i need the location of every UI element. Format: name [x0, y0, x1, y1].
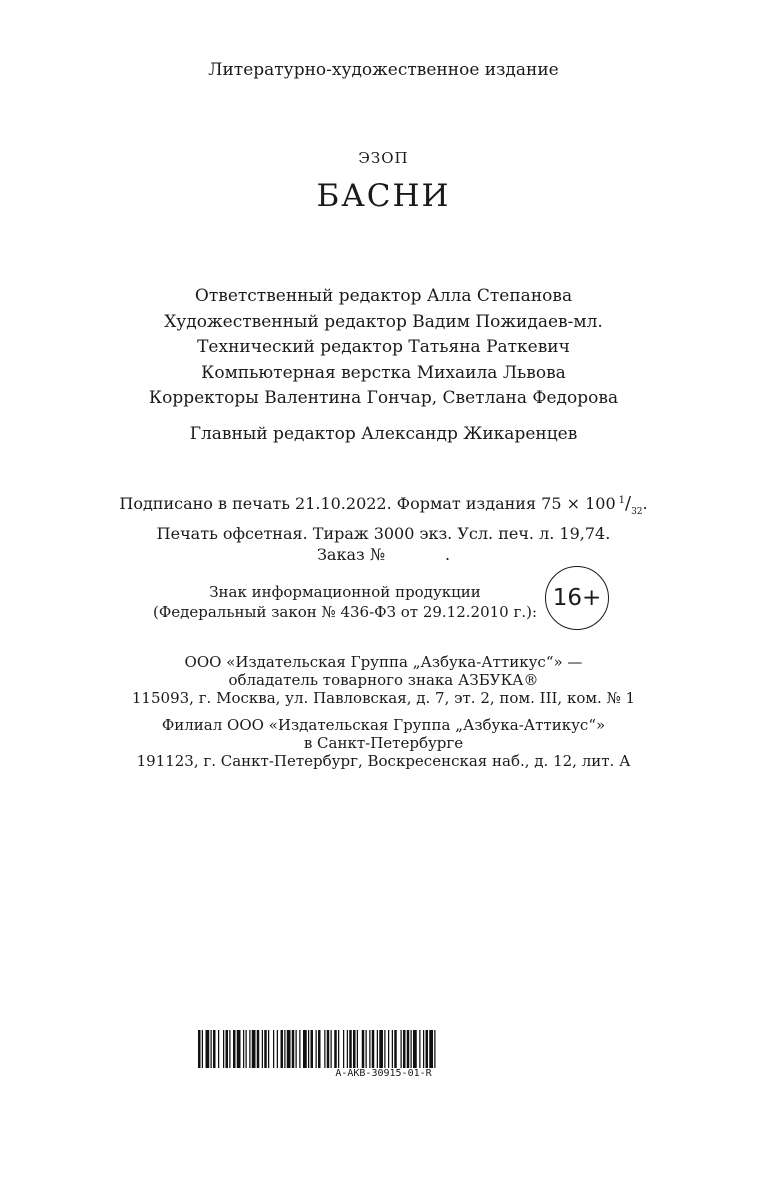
publisher-line: ООО «Издательская Группа „Азбука-Аттикус“» — [184, 653, 583, 671]
barcode-bar [347, 1030, 348, 1068]
barcode-bar [372, 1030, 375, 1068]
barcode-bar [281, 1030, 284, 1068]
barcode-bar [384, 1030, 385, 1068]
publisher-line: обладатель товарного знака АЗБУКА® [228, 671, 539, 689]
barcode-bar [357, 1030, 358, 1068]
format-denominator: 32 [631, 507, 643, 517]
barcode-bar [419, 1030, 420, 1068]
barcode-bar [287, 1030, 291, 1068]
barcode-bar [292, 1030, 295, 1068]
barcode-bar [277, 1030, 278, 1068]
barcode-bar [252, 1030, 256, 1068]
barcode-bar [243, 1030, 244, 1068]
barcode-bar [394, 1030, 397, 1068]
publisher-block [0, 653, 767, 707]
barcode-bar [202, 1030, 203, 1068]
barcode-bar [246, 1030, 247, 1068]
barcode-bar [316, 1030, 317, 1068]
barcode-bar [434, 1030, 435, 1068]
barcode-bar [407, 1030, 410, 1068]
barcode-bar [229, 1030, 230, 1068]
barcode-bar [308, 1030, 309, 1068]
barcode-bar [257, 1030, 260, 1068]
barcode-bar [353, 1030, 356, 1068]
age-rating-label [150, 582, 540, 622]
barcode-bar [218, 1030, 219, 1068]
barcode-bar [206, 1030, 210, 1068]
branch-line: 191123, г. Санкт-Петербург, Воскресенская наб., д. 12, лит. А [136, 752, 631, 770]
order-label: Заказ № [316, 545, 385, 564]
branch-block [0, 716, 767, 770]
barcode-bar [349, 1030, 352, 1068]
barcode-bar [411, 1030, 412, 1068]
format-numerator: 1 [618, 495, 625, 506]
barcode-bar [303, 1030, 307, 1068]
barcode-bar [223, 1030, 224, 1068]
barcode-bar [198, 1030, 201, 1068]
print-info [0, 490, 767, 565]
barcode-bar [226, 1030, 229, 1068]
barcode-bar [213, 1030, 216, 1068]
credits-block [0, 284, 767, 412]
barcode-bar [429, 1030, 433, 1068]
barcode-bar [331, 1030, 332, 1068]
barcode-bar [369, 1030, 370, 1068]
credit-line: Компьютерная верстка Михаила Львова [201, 362, 566, 383]
barcode-bar [366, 1030, 367, 1068]
barcode-bar [237, 1030, 241, 1068]
branch-line: Филиал ООО «Издательская Группа „Азбука-Аттикус“» [161, 716, 606, 734]
barcode-bar [426, 1030, 429, 1068]
barcode [198, 1030, 570, 1068]
book-title: БАСНИ [316, 178, 451, 214]
barcode-bar [211, 1030, 212, 1068]
barcode-bar [392, 1030, 393, 1068]
credit-line: Ответственный редактор Алла Степанова [194, 286, 573, 306]
credit-line: Технический редактор Татьяна Раткевич [197, 337, 570, 357]
barcode-bar [343, 1030, 344, 1068]
age-rating-badge: 16+ [545, 566, 609, 630]
barcode-bar [423, 1030, 424, 1068]
barcode-bar [401, 1030, 402, 1068]
barcode-bar [311, 1030, 314, 1068]
barcode-bar [377, 1030, 378, 1068]
barcode-bar [268, 1030, 269, 1068]
barcode-bars [198, 1030, 570, 1068]
chief-editor: Главный редактор Александр Жикаренцев [189, 424, 578, 444]
barcode-bar [299, 1030, 300, 1068]
print-line-1: Подписано в печать 21.10.2022. Формат издания 75 × 100 $^1/_{32}$. [119, 493, 648, 517]
barcode-bar [388, 1030, 389, 1068]
age-rating-line-1: Знак информационной продукции [209, 583, 481, 601]
print-line-3: Заказ № . [316, 545, 451, 564]
barcode-bar [362, 1030, 365, 1068]
credit-line: Корректоры Валентина Гончар, Светлана Федорова [148, 388, 619, 408]
print-line-2: Печать офсетная. Тираж 3000 экз. Усл. печ. л. 19,74. [156, 524, 611, 543]
format-fraction: $^1/_{32}$ [618, 493, 643, 517]
barcode-bar [296, 1030, 297, 1068]
author-name: ЭЗОП [358, 149, 409, 167]
print-format-text: Подписано в печать 21.10.2022. Формат издания 75 × 100 [119, 494, 616, 513]
barcode-bar [403, 1030, 406, 1068]
barcode-bar [324, 1030, 325, 1068]
barcode-text: A-AKB-30915-01-R [335, 1068, 432, 1079]
barcode-bar [233, 1030, 236, 1068]
barcode-bar [334, 1030, 337, 1068]
publisher-line: 115093, г. Москва, ул. Павловская, д. 7, эт. 2, пом. III, ком. № 1 [131, 689, 636, 707]
barcode-bar [338, 1030, 339, 1068]
barcode-bar [273, 1030, 274, 1068]
credit-line: Художественный редактор Вадим Пожидаев-мл. [164, 311, 603, 332]
barcode-bar [318, 1030, 321, 1068]
barcode-bar [379, 1030, 383, 1068]
age-rating-line-2: (Федеральный закон № 436-ФЗ от 29.12.2010 г.): [152, 603, 538, 621]
barcode-bar [264, 1030, 267, 1068]
barcode-bar [249, 1030, 250, 1068]
barcode-bar [327, 1030, 330, 1068]
genre-line: Литературно-художественное издание [208, 60, 559, 80]
branch-line: в Санкт-Петербурге [303, 734, 464, 752]
barcode-bar [262, 1030, 263, 1068]
barcode-bar [284, 1030, 285, 1068]
barcode-bar [413, 1030, 417, 1068]
